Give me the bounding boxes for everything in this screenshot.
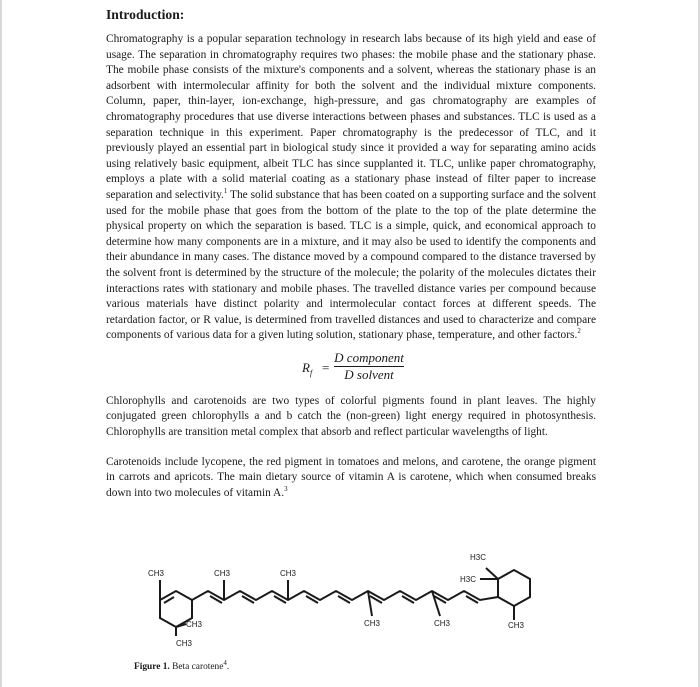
beta-carotene-structure [140, 548, 560, 658]
document-page [106, 6, 596, 501]
carotenoid-paragraph [106, 455, 596, 502]
chlorophyll-paragraph: Chlorophylls and carotenoids are two types of colorful pigments found in plant leaves. The highly conjugated green chlorophylls a and b catch the (non-green) light energy required in photosynthesis. Chlorophylls are transition metal complex that absorb and reflect particular wavelengths of light. [106, 394, 596, 439]
equation-r: R [302, 359, 310, 375]
label-ch3-top-2: CH3 [214, 569, 231, 578]
equation-equals: = [322, 359, 330, 375]
citation-3: 3 [284, 485, 288, 494]
equation-sub: f [309, 368, 313, 378]
label-ch3-top-1: CH3 [148, 569, 165, 578]
label-ch3-top-3: CH3 [280, 569, 297, 578]
label-h3c-mid: H3C [460, 575, 477, 584]
label-ch3-right: CH3 [508, 621, 525, 630]
figure-caption [134, 658, 230, 672]
label-ch3-bottom-1: CH3 [364, 619, 381, 628]
caption-label: Figure 1. [134, 662, 170, 672]
section-heading: Introduction: [106, 7, 185, 22]
left-edge [0, 0, 2, 687]
intro-paragraph [106, 32, 596, 344]
citation-1: 1 [223, 187, 228, 196]
equation-denominator: D solvent [344, 366, 394, 382]
equation-lhs [302, 360, 312, 381]
carotenoid-text: Carotenoids include lycopene, the red pigment in tomatoes and melons, and carotene, the orange pigment in carrots and apricots. The main dietary source of vitamin A is carotene, which when consumed breaks down into two molecules of vitamin A. [106, 455, 596, 499]
molecule-drawing [140, 548, 560, 658]
rf-equation [106, 350, 596, 386]
equation-fraction [334, 350, 404, 383]
caption-text: Beta carotene [169, 662, 224, 672]
intro-text-b: The solid substance that has been coated on a supporting surface and the solvent used for the mobile phase that goes from the bottom of the plate to the top of the plate determine the physical property on which the separation is based. TLC is a simple, quick, and economical approach to determine how many components are in a mixture, and it may also be used to identify the components and their abundance in many cases. The distance moved by a compound compared to the distance traversed by the solvent front is determined by the structure of the molecule; the polarity of the molecules dictates their interactions rates with stationary and mobile phases. The travelled distance varies per compound because various materials have distinct polarity and intermolecular contact forces at different speeds. The retardation factor, or R value, is determined from travelled distances and used to characterize and compare components of various data for a given luting solution, stationary phase, temperature, and other factors. [106, 188, 596, 342]
caption-citation: 4 [223, 658, 227, 667]
label-ch3-left-a: CH3 [186, 620, 203, 629]
label-ch3-bottom-2: CH3 [434, 619, 451, 628]
citation-2: 2 [577, 327, 581, 336]
polyene-chain [192, 591, 498, 600]
label-h3c-top: H3C [470, 553, 487, 562]
right-ring [498, 570, 530, 606]
equation-numerator: D component [334, 349, 404, 365]
intro-text-a: Chromatography is a popular separation technology in research labs because of its high yield and ease of usage. The separation in chromatography requires two phases: the mobile phase and the stationary phase. The mobile phase consists of the mixture's components and a solvent, whereas the stationary phase is an adsorbent with intermolecular affinity for both the solvent and the individual mixture components. Column, paper, thin-layer, ion-exchange, high-pressure, and gas chromatography are examples of chromatography procedures that use diverse interactions between phases and substances. TLC is used as a separation technique in this experiment. Paper chromatography is the predecessor of TLC, and it previously played an essential part in biological study since it provided a way for separating amino acids using relatively basic equipment, albeit TLC has since supplanted it. TLC, unlike paper chromatography, employs a plate with a solid material coating as a stationary phase instead of filter paper to increase separation and selectivity. [106, 33, 596, 201]
label-ch3-left-b: CH3 [176, 639, 193, 648]
caption-period: . [226, 662, 230, 672]
